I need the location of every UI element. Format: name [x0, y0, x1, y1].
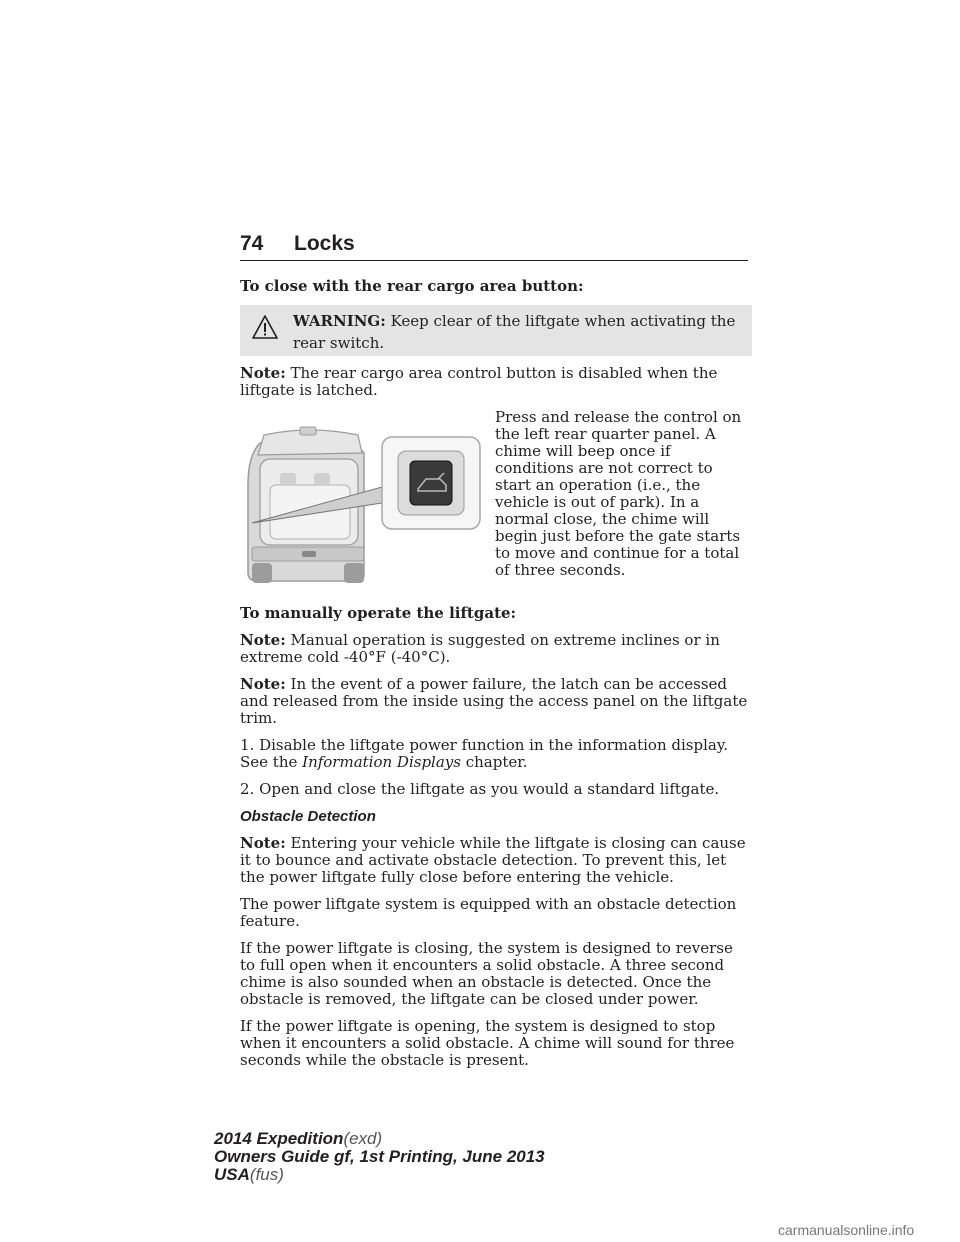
section-title: Locks	[294, 232, 355, 255]
note-power-failure	[240, 676, 752, 727]
warning-body: Keep clear of the liftgate when activating the rear switch.	[293, 312, 736, 352]
close-heading: To close with the rear cargo area button:	[240, 277, 584, 295]
page-footer	[214, 1130, 545, 1184]
note-label: Note:	[240, 631, 286, 649]
note-label: Note:	[240, 675, 286, 693]
footer-line-1: 2014 Expedition(exd)	[214, 1129, 383, 1148]
note-disabled	[240, 365, 752, 399]
info-displays-link[interactable]: Information Displays	[302, 753, 461, 771]
press-release-text: Press and release the control on the left rear quarter panel. A chime will beep once if conditions are not correct to start an operation (i.e., the vehicle is out of park). In a normal close, the chime will begin just before the gate starts to move and continue for a total of three seconds.	[495, 408, 742, 579]
note-text: Manual operation is suggested on extreme inclines or in extreme cold -40°F (-40°C).	[240, 631, 720, 666]
manual-heading: To manually operate the liftgate:	[240, 604, 517, 622]
step-1	[240, 737, 752, 771]
step-1-prefix: 1. Disable the liftgate power function in the information display. See the	[240, 736, 729, 771]
note-label: Note:	[240, 834, 286, 852]
header-rule	[240, 260, 748, 261]
page-header	[240, 232, 748, 262]
paragraph-2: If the power liftgate is closing, the system is designed to reverse to full open when it encounters a solid obstacle. A three second chime is also sounded when an obstacle is detected. Once the obstacle is removed, the liftgate can be closed under power.	[240, 939, 733, 1008]
note-text: The rear cargo area control button is disabled when the liftgate is latched.	[240, 364, 718, 399]
note-text: Entering your vehicle while the liftgate is closing can cause it to bounce and activate obstacle detection. To prevent this, let the power liftgate fully close before entering the vehicle.	[240, 834, 746, 886]
warning-label: WARNING:	[293, 312, 386, 330]
page-content	[240, 278, 752, 1079]
obstacle-heading: Obstacle Detection	[240, 808, 376, 825]
note-label: Note:	[240, 364, 286, 382]
watermark[interactable]: carmanualsonline.info	[778, 1222, 915, 1238]
step-1-suffix: chapter.	[460, 753, 528, 771]
warning-text	[293, 310, 742, 354]
footer-line-3: USA(fus)	[214, 1165, 284, 1184]
warning-triangle-icon	[252, 315, 278, 339]
note-manual	[240, 632, 752, 666]
warning-box	[240, 305, 752, 356]
note-obstacle	[240, 835, 752, 886]
step-2: 2. Open and close the liftgate as you would a standard liftgate.	[240, 780, 720, 798]
figure-row	[240, 409, 752, 589]
footer-line-2: Owners Guide gf, 1st Printing, June 2013	[214, 1147, 545, 1166]
paragraph-3: If the power liftgate is opening, the system is designed to stop when it encounters a solid obstacle. A chime will sound for three seconds while the obstacle is present.	[240, 1017, 735, 1069]
paragraph-1: The power liftgate system is equipped with an obstacle detection feature.	[240, 895, 737, 930]
note-text: In the event of a power failure, the latch can be accessed and released from the inside using the access panel on the liftgate trim.	[240, 675, 748, 727]
liftgate-button-illustration	[240, 425, 482, 587]
page-number: 74	[240, 232, 264, 255]
